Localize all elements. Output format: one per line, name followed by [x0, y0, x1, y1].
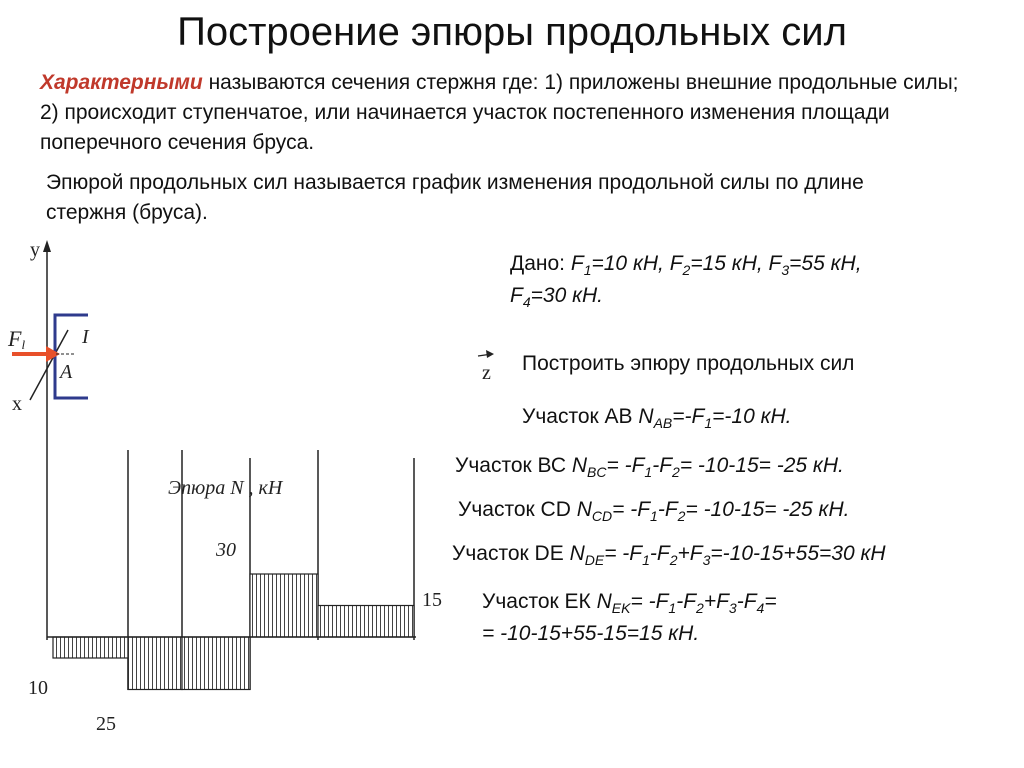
- section-de-label: Участок DE: [452, 542, 570, 565]
- intro-text: называются сечения стержня где: 1) приложены внешние продольные силы; 2) происходит ступенчатое, или начинается участок постепенного изменения площади поперечного сечения бруса.: [40, 71, 959, 154]
- value-label-de: 30: [216, 539, 236, 561]
- section-cd-label: Участок CD: [458, 498, 577, 521]
- task-text: Построить эпюру продольных сил: [522, 352, 855, 375]
- z-axis-arrowhead: [486, 350, 494, 358]
- given-f2: $F_2=15$ кН,: [669, 252, 769, 279]
- force-label: Fl: [8, 326, 26, 352]
- section-ek-line2: = -10-15+55-15=15 кН.: [482, 622, 700, 645]
- diagram-definition: Эпюрой продольных сил называется график изменения продольной силы по длине стержня (бруса).: [46, 171, 864, 224]
- section-bc-expr: $N_{BC}= -F_1-F_2= -10-15= -25$ кН.: [571, 454, 844, 481]
- given-label: Дано:: [510, 252, 571, 275]
- epure-bar-de: [250, 574, 318, 637]
- section-de-expr: $N_{DE}= -F_1-F_2+F_3=-10-15+55=30$ кН: [569, 542, 886, 569]
- value-label-ab: 10: [28, 677, 48, 699]
- y-axis-arrow: [43, 240, 51, 252]
- z-axis-label: z: [482, 362, 491, 384]
- given-f1: $F_1=10$ кН,: [570, 252, 670, 279]
- value-label-bc: 25: [96, 713, 116, 735]
- section-cd-expr: $N_{CD}= -F_1-F_2= -10-15= -25$ кН.: [576, 498, 850, 525]
- section-ek-label: Участок ЕК: [482, 590, 597, 613]
- y-axis-label: y: [30, 239, 40, 261]
- value-label-ek: 15: [422, 589, 442, 611]
- section-bc-label: Участок ВС: [455, 454, 572, 477]
- epure-bar-cd: [182, 637, 250, 690]
- section-ab-expr: $N_{AB}=-F_1=-10$ кН.: [638, 405, 792, 432]
- epure-bar-ek: [318, 606, 414, 638]
- epure-bar-bc: [128, 637, 182, 690]
- given-f3: $F_3=55$ кН,: [768, 252, 862, 279]
- chart-title: Эпюра N , кН: [168, 477, 283, 499]
- point-a-label: A: [60, 361, 73, 383]
- section-ab-label: Участок АВ: [522, 405, 639, 428]
- section-ek-expr: $N_{EK}= -F_1-F_2+F_3-F_4=$: [596, 590, 777, 617]
- x-axis-label: x: [12, 393, 22, 415]
- epure-bar-ab: [53, 637, 128, 658]
- point-b-label: I: [82, 326, 89, 348]
- given-line-2: $F_4=30$ кН.: [510, 284, 603, 311]
- page-title: Построение эпюры продольных сил: [177, 10, 847, 54]
- intro-highlight: Характерными: [40, 71, 203, 94]
- epure-bars: [53, 574, 414, 690]
